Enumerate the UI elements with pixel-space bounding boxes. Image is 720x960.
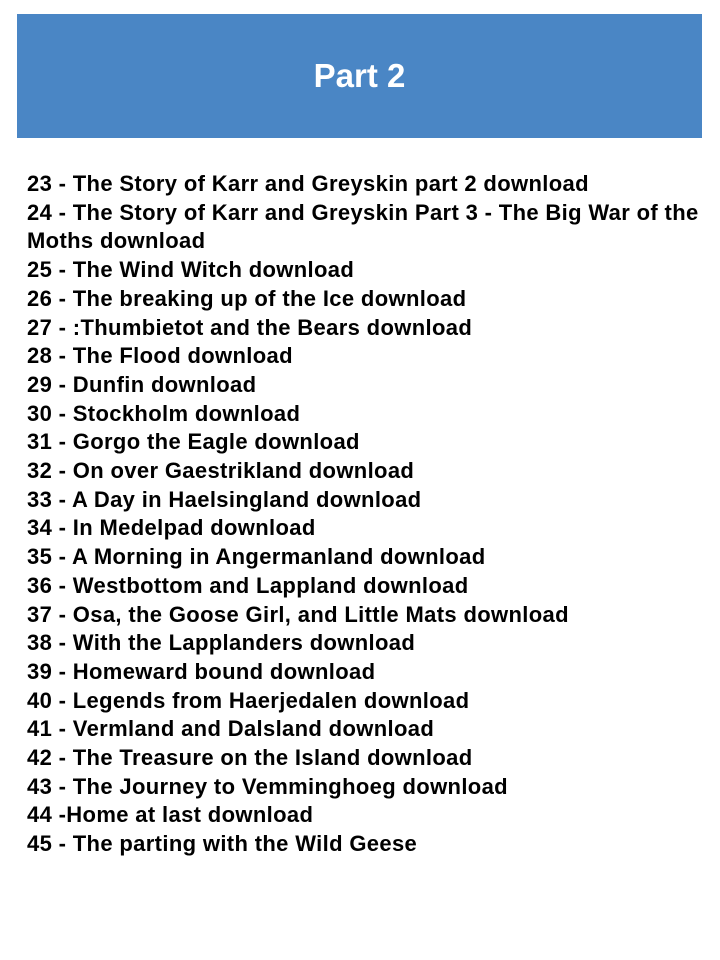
episode-item[interactable]: 45 - The parting with the Wild Geese xyxy=(27,831,418,857)
episode-item[interactable]: 38 - With the Lapplanders download xyxy=(27,630,416,656)
episode-item[interactable]: 34 - In Medelpad download xyxy=(27,515,316,541)
page-title: Part 2 xyxy=(313,56,406,94)
episode-item[interactable]: 31 - Gorgo the Eagle download xyxy=(27,429,360,455)
episode-item[interactable]: 41 - Vermland and Dalsland download xyxy=(27,716,435,742)
title-banner xyxy=(17,14,702,138)
episode-item[interactable]: 32 - On over Gaestrikland download xyxy=(27,458,415,484)
episode-item[interactable]: 33 - A Day in Haelsingland download xyxy=(27,486,422,512)
episode-item[interactable]: 37 - Osa, the Goose Girl, and Little Mats download xyxy=(27,601,569,627)
episode-item[interactable]: 39 - Homeward bound download xyxy=(27,658,376,684)
episode-list xyxy=(27,170,707,859)
episode-item[interactable]: 43 - The Journey to Vemminghoeg download xyxy=(27,773,508,799)
episode-item[interactable]: 36 - Westbottom and Lappland download xyxy=(27,572,469,598)
episode-item[interactable]: 44 -Home at last download xyxy=(27,802,314,828)
episode-item[interactable]: 35 - A Morning in Angermanland download xyxy=(27,544,486,570)
episode-item[interactable]: 42 - The Treasure on the Island download xyxy=(27,745,473,771)
episode-item[interactable]: 28 - The Flood download xyxy=(27,343,293,369)
episode-item[interactable]: 26 - The breaking up of the Ice download xyxy=(27,285,467,311)
episode-item[interactable]: 40 - Legends from Haerjedalen download xyxy=(27,687,470,713)
episode-item[interactable]: 27 - :Thumbietot and the Bears download xyxy=(27,314,473,340)
episode-item[interactable]: 29 - Dunfin download xyxy=(27,371,257,397)
episode-item[interactable]: 25 - The Wind Witch download xyxy=(27,257,355,283)
episode-item[interactable]: 24 - The Story of Karr and Greyskin Part 3 - The Big War of the Moths download xyxy=(27,199,699,254)
episode-item[interactable]: 23 - The Story of Karr and Greyskin part 2 download xyxy=(27,171,589,196)
episode-item[interactable]: 30 - Stockholm download xyxy=(27,400,301,426)
